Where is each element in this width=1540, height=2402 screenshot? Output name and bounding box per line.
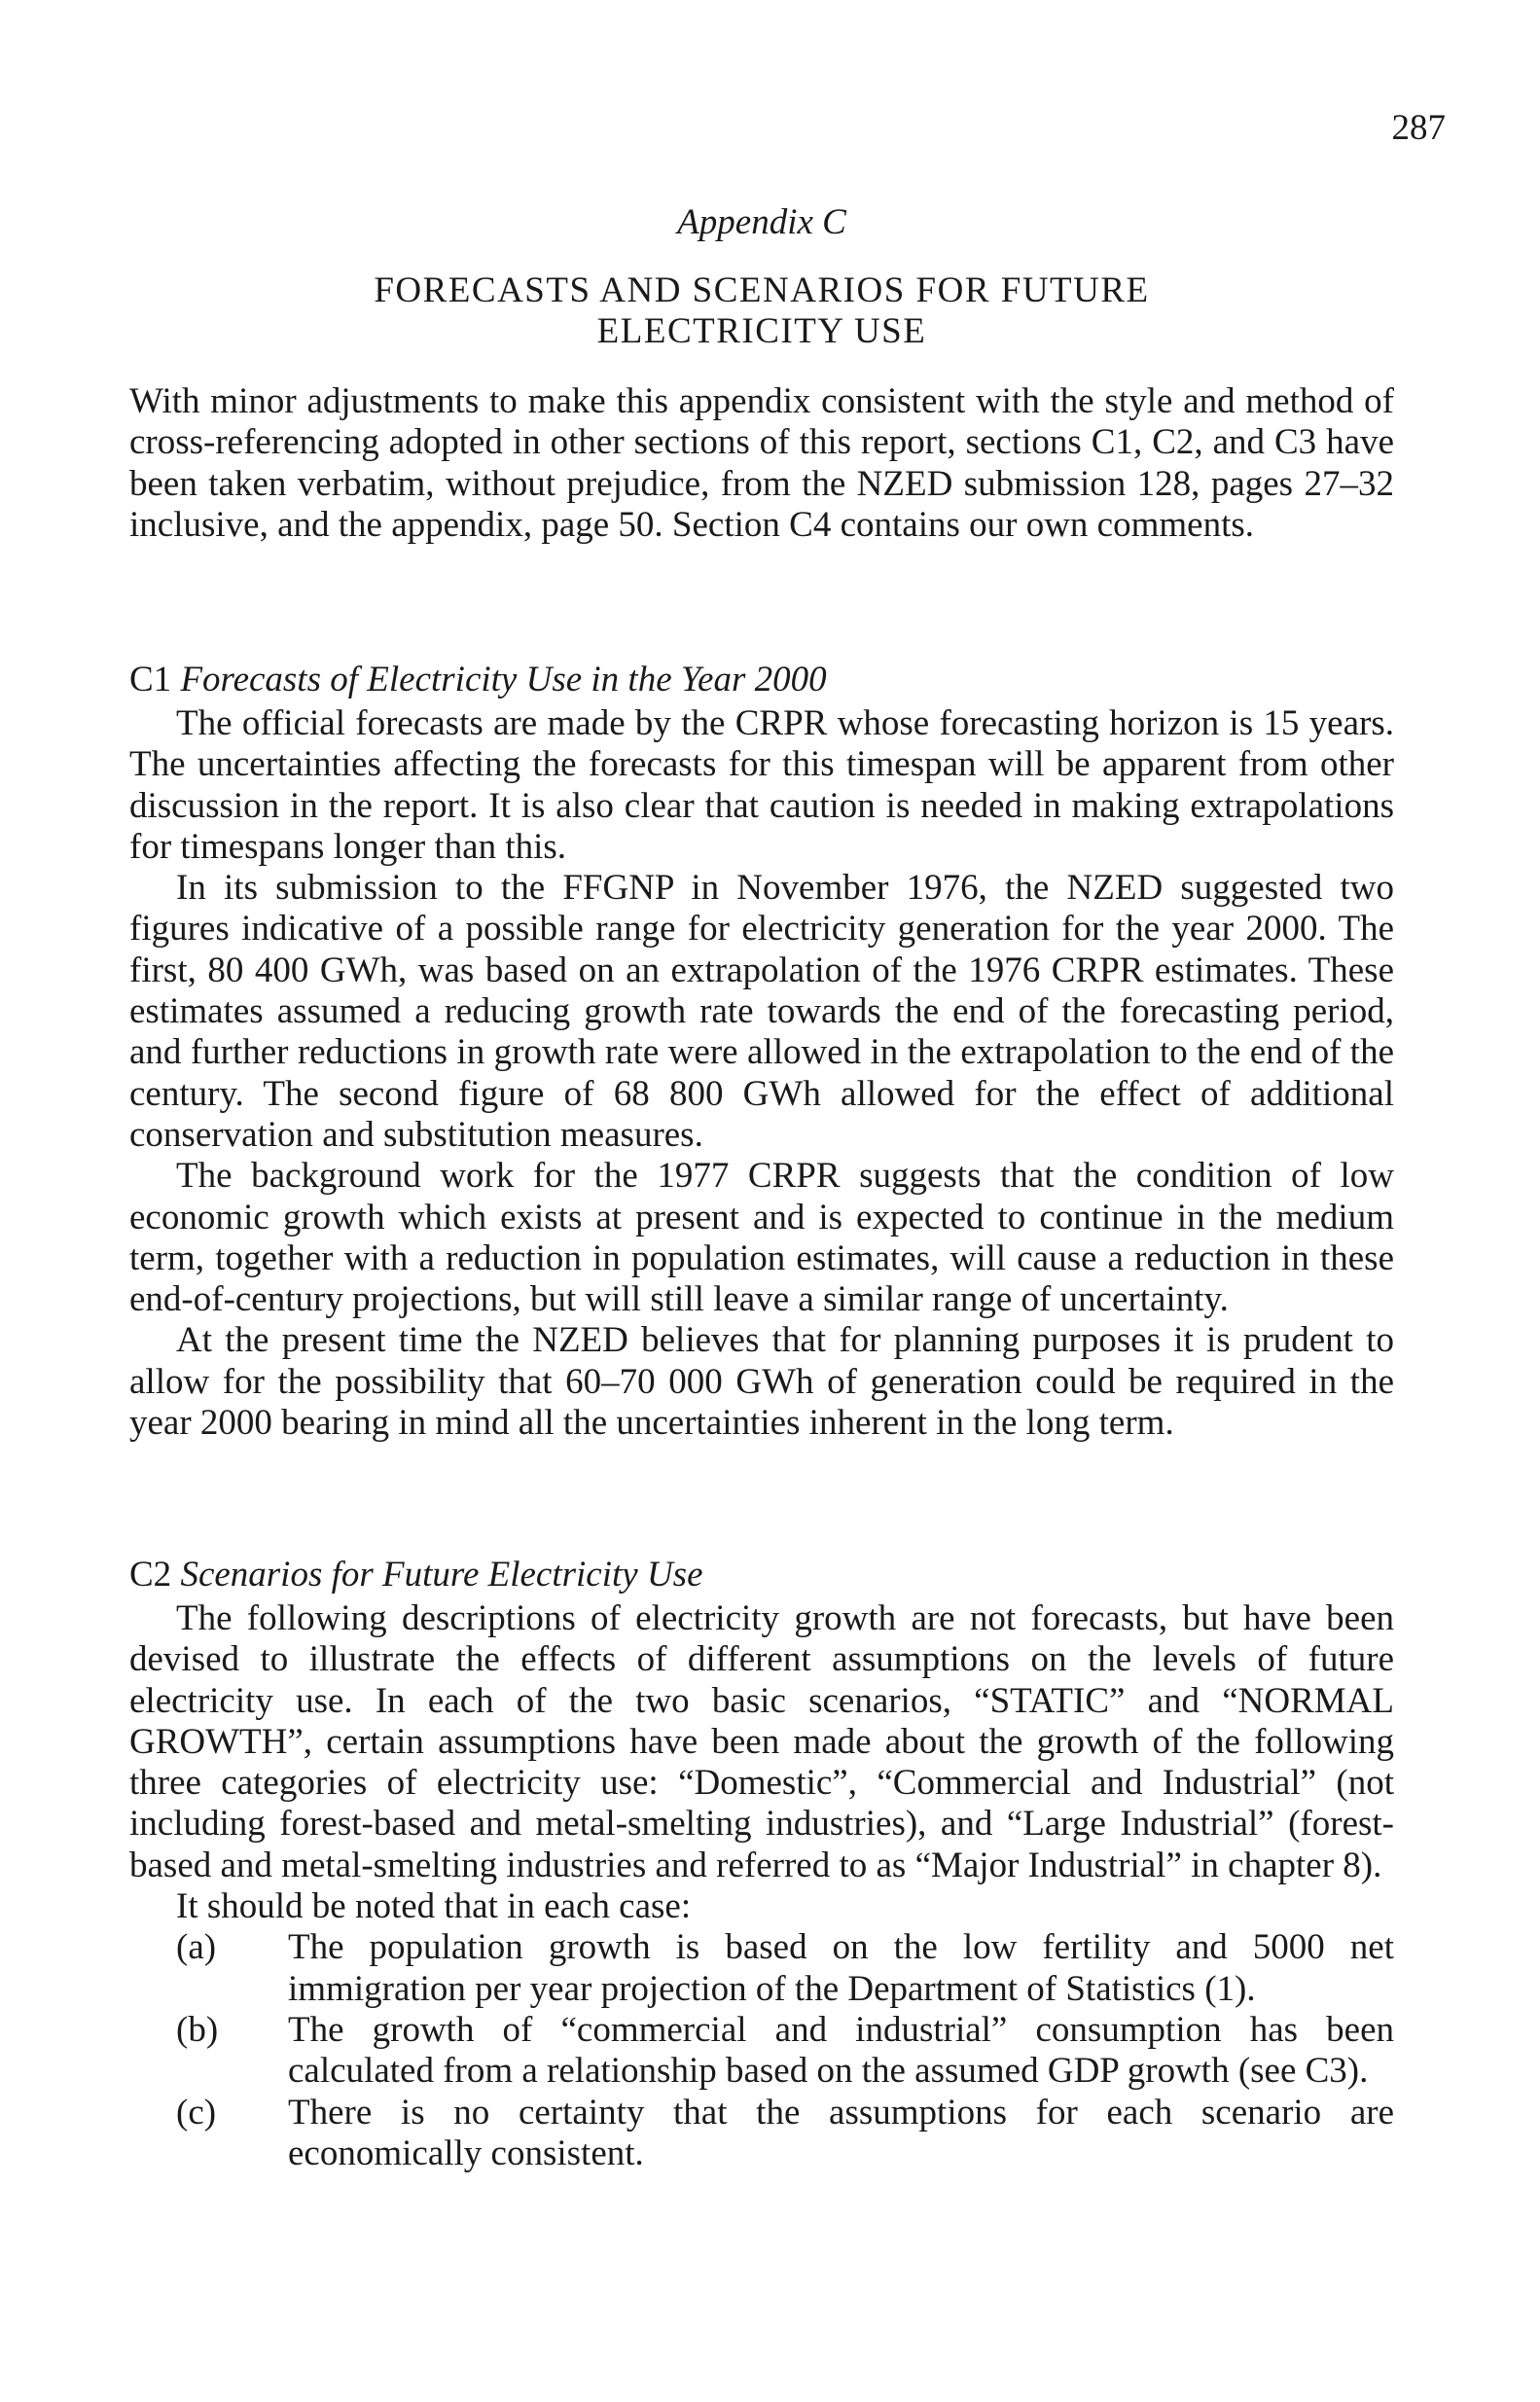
c2-paragraph-1 (129, 1598, 1394, 1886)
c1-paragraph-2-text: In its submission to the FFGNP in November 1976, the NZED suggested two figures indicative of a possible range for electricity generation for the year 2000. The first, 80 400 GWh, was based on an extrapolation of the 1976 CRPR estimates. These estimates assumed a reducing growth rate towards the end of the forecasting period, and further reductions in growth rate were allowed in the extrapolation to the end of the century. The second figure of 68 800 GWh allowed for the effect of additional conservation and substitution measures. (129, 868, 1394, 1155)
list-item-text: The growth of “commercial and industrial” consumption has been calculated from a relationship based on the assumed GDP growth (see C3). (288, 2009, 1394, 2092)
appendix-title (129, 270, 1394, 352)
c1-paragraph-4-text: At the present time the NZED believes that for planning purposes it is prudent to allow for the possibility that 60–70 000 GWh of generation could be required in the year 2000 bearing in mind all the uncertainties inherent in the long term. (129, 1320, 1394, 1444)
page-number: 287 (1391, 108, 1446, 148)
section-c2-title: Scenarios for Future Electricity Use (180, 1555, 703, 1595)
c1-paragraph-3-text: The background work for the 1977 CRPR suggests that the condition of low economic growth which exists at present and is expected to continue in the medium term, together with a reduction in population estimates, will cause a reduction in these end-of-century projections, but will still leave a similar range of uncertainty. (129, 1156, 1394, 1320)
c2-paragraph-1-text: The following descriptions of electricity growth are not forecasts, but have been devised to illustrate the effects of different assumptions on the levels of future electricity use. In each of the two basic scenarios, “STATIC” and “NORMAL GROWTH”, certain assumptions have been made about the growth of the following three categories of electricity use: “Domestic”, “Commercial and Industrial” (not including forest-based and metal-smelting industries), and “Large Industrial” (forest-based and metal-smelting industries and referred to as “Major Industrial” in chapter 8). (129, 1598, 1394, 1885)
section-c1-title: Forecasts of Electricity Use in the Year 2000 (180, 660, 827, 699)
c1-paragraph-1 (129, 703, 1394, 868)
list-item (129, 2093, 1394, 2175)
c1-paragraph-1-text: The official forecasts are made by the CRPR whose forecasting horizon is 15 years. The uncertainties affecting the forecasts for this timespan will be apparent from other discussion in the report. It is also clear that caution is needed in making extrapolations for timespans longer than this. (129, 703, 1394, 867)
appendix-label: Appendix C (677, 202, 846, 242)
list-item (129, 1927, 1394, 2010)
section-c1-body (129, 703, 1394, 1444)
list-item-marker: (a) (176, 1927, 217, 1968)
c2-paragraph-2 (129, 1886, 1394, 1927)
c1-paragraph-2 (129, 868, 1394, 1156)
c2-paragraph-2-text: It should be noted that in each case: (176, 1886, 692, 1927)
c1-paragraph-3 (129, 1156, 1394, 1320)
section-c2-number: C2 (129, 1555, 172, 1595)
list-item-text: The population growth is based on the low fertility and 5000 net immigration per year projection of the Department of Statistics (1). (288, 1927, 1394, 2009)
list-item-marker: (c) (176, 2092, 217, 2133)
appendix-title-line-2: ELECTRICITY USE (596, 311, 927, 351)
appendix-title-line-1: FORECASTS AND SCENARIOS FOR FUTURE (374, 270, 1150, 310)
section-c1-heading (129, 660, 1394, 700)
intro-paragraph: With minor adjustments to make this appendix consistent with the style and method of cross-referencing adopted in other sections of this report, sections C1, C2, and C3 have been taken verbatim, without prejudice, from the NZED submission 128, pages 27–32 inclusive, and the appendix, page 50. Section C4 contains our own comments. (129, 381, 1394, 545)
list-item (129, 2010, 1394, 2093)
list-item-text: There is no certainty that the assumptions for each scenario are economically consistent. (288, 2092, 1394, 2173)
section-c2-heading (129, 1555, 1394, 1595)
c1-paragraph-4 (129, 1320, 1394, 1444)
section-c1-number: C1 (129, 660, 172, 699)
list-item-marker: (b) (176, 2009, 219, 2050)
section-c2-body (129, 1598, 1394, 2174)
assumptions-list (129, 1927, 1394, 2174)
